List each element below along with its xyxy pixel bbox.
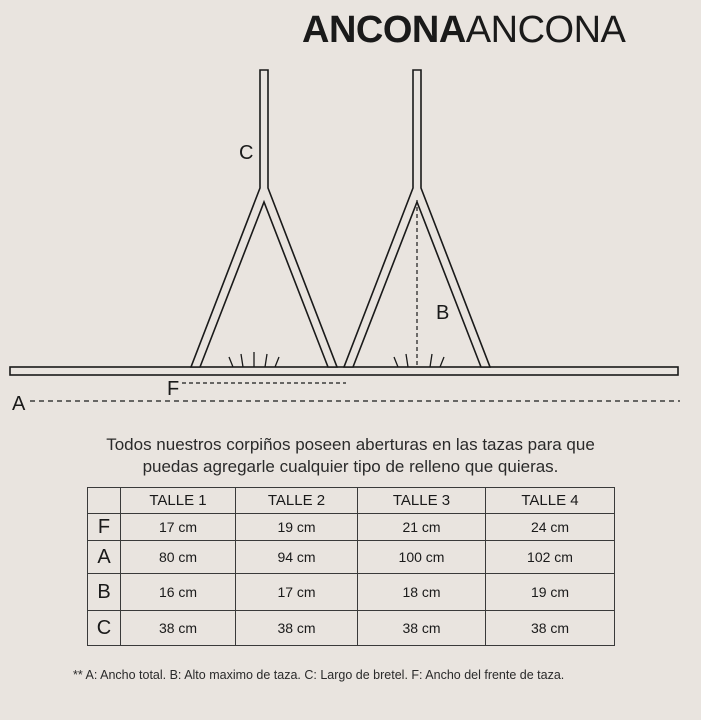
table-cell: 19 cm bbox=[236, 514, 358, 541]
label-f: F bbox=[167, 378, 180, 400]
row-label: B bbox=[88, 574, 121, 611]
table-cell: 17 cm bbox=[236, 574, 358, 611]
description-line-1: Todos nuestros corpiños poseen aberturas en las tazas para que bbox=[106, 435, 595, 454]
header-talle-4: TALLE 4 bbox=[486, 488, 615, 514]
footnote: ** A: Ancho total. B: Alto maximo de taza. C: Largo de bretel. F: Ancho del frente de taza. bbox=[73, 668, 565, 682]
table-cell: 94 cm bbox=[236, 541, 358, 574]
header-cell-empty bbox=[88, 488, 121, 514]
table-cell: 38 cm bbox=[236, 611, 358, 646]
table-row-f bbox=[88, 514, 615, 541]
table-cell: 24 cm bbox=[486, 514, 615, 541]
left-cup-stitches bbox=[229, 352, 279, 367]
label-c: C bbox=[239, 142, 254, 164]
header-talle-2: TALLE 2 bbox=[236, 488, 358, 514]
table-cell: 38 cm bbox=[486, 611, 615, 646]
row-label: C bbox=[88, 611, 121, 646]
left-cup-outline bbox=[191, 70, 337, 367]
right-cup-stitches bbox=[394, 354, 444, 367]
underband bbox=[10, 367, 678, 375]
table-cell: 38 cm bbox=[358, 611, 486, 646]
brand-logo-bold: ANCONA bbox=[302, 9, 466, 51]
table-cell: 21 cm bbox=[358, 514, 486, 541]
table-cell: 16 cm bbox=[121, 574, 236, 611]
table-cell: 17 cm bbox=[121, 514, 236, 541]
description-line-2: puedas agregarle cualquier tipo de relleno que quieras. bbox=[142, 457, 559, 476]
row-label: A bbox=[88, 541, 121, 574]
table-row-c bbox=[88, 611, 615, 646]
table-cell: 19 cm bbox=[486, 574, 615, 611]
header-talle-3: TALLE 3 bbox=[358, 488, 486, 514]
label-b: B bbox=[436, 302, 450, 324]
table-cell: 18 cm bbox=[358, 574, 486, 611]
table-cell: 100 cm bbox=[358, 541, 486, 574]
table-cell: 102 cm bbox=[486, 541, 615, 574]
size-table bbox=[87, 487, 615, 646]
brand-logo-light: ANCONA bbox=[465, 9, 626, 51]
table-cell: 80 cm bbox=[121, 541, 236, 574]
header-talle-1: TALLE 1 bbox=[121, 488, 236, 514]
table-row-a bbox=[88, 541, 615, 574]
description bbox=[0, 434, 701, 478]
table-row-b bbox=[88, 574, 615, 611]
size-table-header bbox=[88, 488, 615, 514]
row-label: F bbox=[88, 514, 121, 541]
label-a: A bbox=[12, 393, 26, 415]
table-cell: 38 cm bbox=[121, 611, 236, 646]
